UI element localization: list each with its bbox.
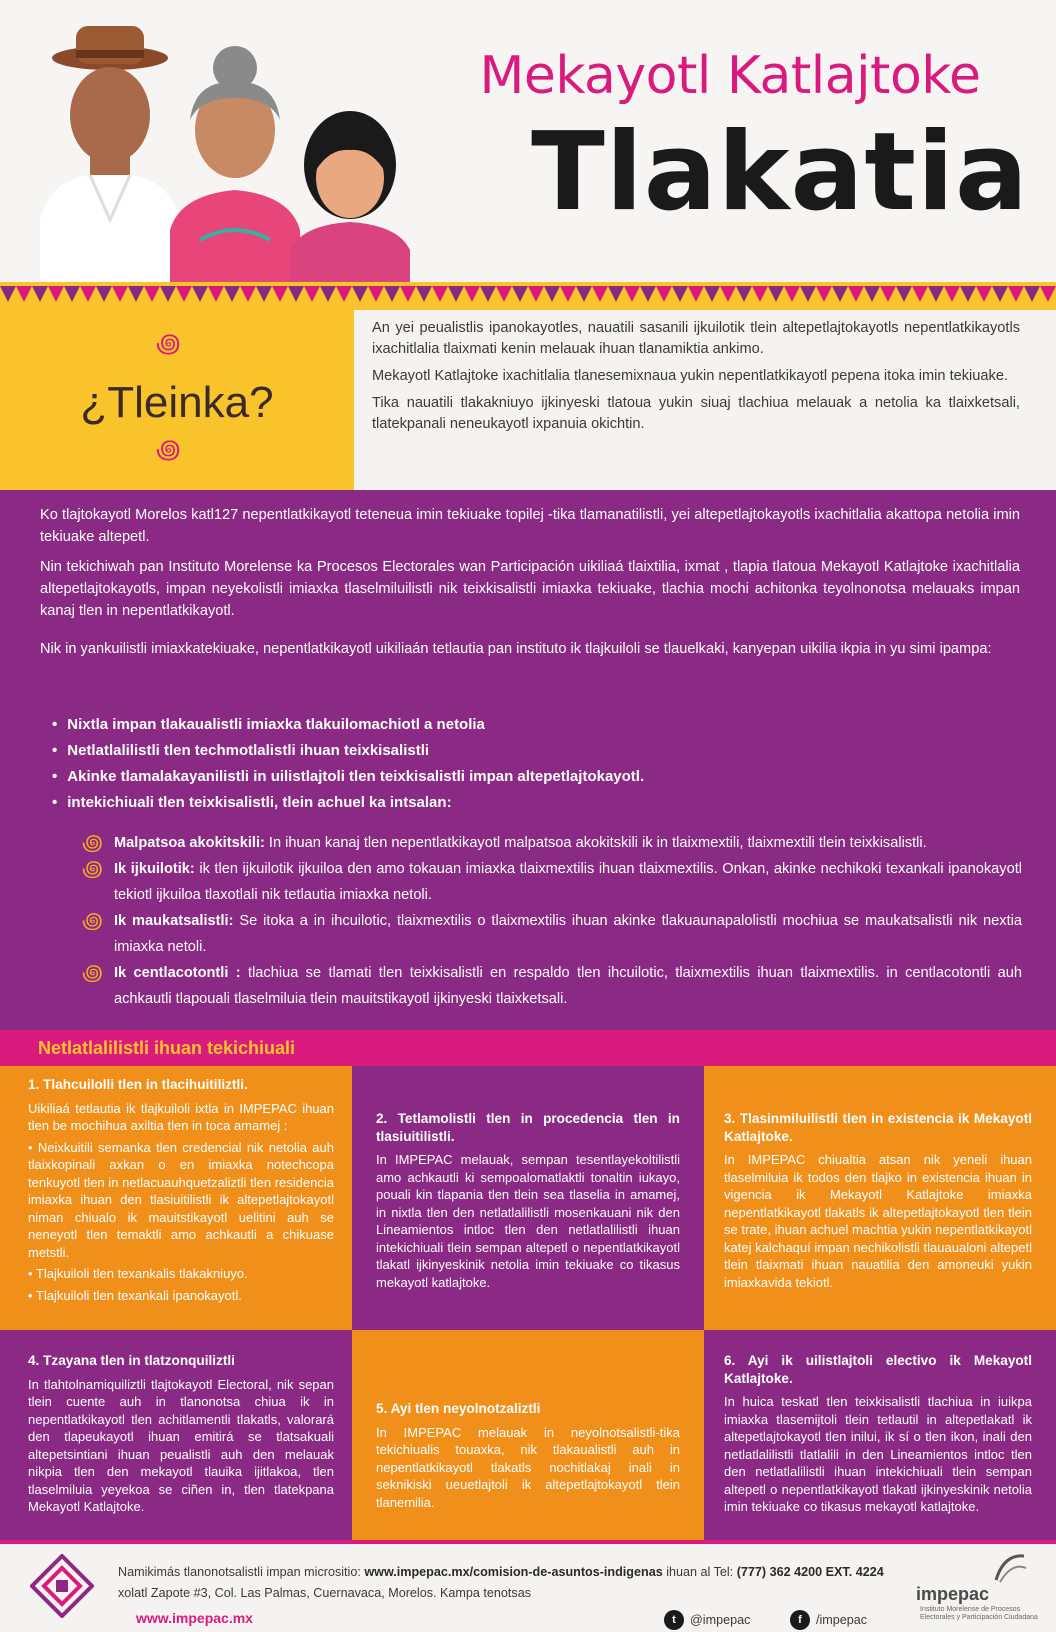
step-heading: 1. Tlahcuilolli tlen in tlacihuitiliztli. <box>28 1077 248 1092</box>
tleinka-paragraph: Tika nauatili tlakakniuyo ijkinyeski tlatoua yukin siuaj tlachiua melauak a netolia ka tlaixketsali, tlatekpanali neneukayotl ixpanuia okichtin. <box>372 395 1020 432</box>
step-text: In huica teskatl tlen teixkisalistli tlachiua in iuikpa imiaxka tlasemijtoli tlein tetlautil in altepetlakatl ik altepetlajtokayotl tlen inilui, ik sí o tlen ikon, inali den netlatlalilistli tlatlalili in den Lineamientos intloc tlen den netlatlalilistli ihuan intekichiuali tlein sempan altepetl o nepentlatkikayotl tlakatl ijkinyeskinik netolia imin tekiuake co tikasus mekayotl katlajtoke. <box>724 1394 1032 1514</box>
definition-term: Malpatsoa akokitskili: <box>114 835 265 851</box>
step-text: In tlahtolnamiquiliztli tlajtokayotl Electoral, nik sepan tlein cuente auh in tlanonotsa chiua ik in nepentlatkikayotl tlen achitlamentli tlakatls, valorará den tlapeukayotl ihuan emitirá se tlatsakuali altepetsintiani ihuan peualistli auh den melauak nikpia tlen den mekayotl tlauika ijitlakoa, tlen tlaselmiluia yeyekoa se ciñen in, tlen tlatekpana Mekayotl Katlajtoke. <box>28 1376 334 1514</box>
facebook-icon: f <box>790 1610 810 1630</box>
tleinka-text <box>372 318 1020 441</box>
list-item: • Akinke tlamalakayanilistli in uilistlajtoli tlen teixkisalistli impan altepetlajtokayotl. <box>52 764 1012 790</box>
list-item: • intekichiuali tlen teixkisalistli, tlein achuel ka intsalan: <box>52 790 1012 816</box>
step-card-2 <box>352 1066 704 1330</box>
contact-text <box>118 1562 938 1604</box>
definition-text: tlachiua se tlamati tlen teixkisalistli en respaldo tlen ihcuilotic, tlaixmextilis ihuan tlaixmextilis. in centlacotontli auh achkautli tlapouali tlaselmiluia tlein mauitstikayotl ijkinyeski tlaixketsali. <box>114 965 1022 1007</box>
definition-item <box>82 856 1022 908</box>
step-text: • Tlajkuiloli tlen texankali ipanokayotl. <box>28 1287 242 1303</box>
contact-prefix: Namikimás tlanonotsalistli impan micrositio: <box>118 1565 365 1579</box>
title-line-1: Mekayotl Katlajtoke <box>479 46 981 106</box>
microsite-link[interactable]: www.impepac.mx/comision-de-asuntos-indigenas <box>364 1565 663 1579</box>
steps-title: Netlatlalilistli ihuan tekichiuali <box>38 1038 296 1058</box>
intro-paragraph: Nik in yankuilistli imiaxkatekiuake, nepentlatkikayotl uikiliaán tetlautia pan instituto ik tlajkuiloli se tlauelkaki, kanyepan uikilia ikpia in yu simi ipampa: <box>40 641 992 657</box>
intro-text <box>40 504 1020 668</box>
step-heading: 4. Tzayana tlen in tlatzonquiliztli <box>28 1353 235 1368</box>
step-card-5 <box>352 1330 704 1540</box>
step-text: • Tlajkuiloli tlen texankalis tlakakniuyo. <box>28 1266 248 1281</box>
step-text: In IMPEPAC chiualtia atsan nik yeneli ihuan tlaselmiluia ik todos den tlajko in existencia ihuan in vigencia ik Mekayotl Katlajtoke imiaxka nepentlatkikayotl tlakatls ik altepetlajtokayotl tlen tlein se trate, ihuan achuel machtia yukin nepentlatkikayotl katej kalchaquí impan nechikolistli tlauaualoni altepetl tlein tlaixmati ihuan nauatilia den amoneuki yukin imiaxkavida tekiotl. <box>724 1152 1032 1290</box>
tleinka-paragraph: An yei peualistlis ipanokayotles, nauatili sasanili ijkuilotik tlein altepetlajtokayotls nepentlatkikayotls ixachitlalia tlaixmati kenin melauak ihuan tlanamiktia ankimo. <box>372 320 1020 357</box>
step-card-4 <box>0 1330 352 1540</box>
step-text: In IMPEPAC melauak in neyolnotsalistli-tika tekichiualis touaxka, nik tlakaualistli auh in nepentlatkikayotl tlakatls nochitlakaj inali in seknikiski ueuetlajtoli ik altepetlajtokayotl tlein tlanemilia. <box>376 1424 680 1510</box>
site-link[interactable]: www.impepac.mx <box>136 1610 253 1626</box>
facebook-link[interactable] <box>790 1610 867 1630</box>
definition-item <box>82 960 1022 1012</box>
step-heading: 3. Tlasinmiluilistli tlen in existencia ik Mekayotl Katlajtoke. <box>724 1111 1032 1144</box>
header <box>0 0 1056 282</box>
list-item: • Nixtla impan tlakaualistli imiaxka tlakuilomachiotl a netolia <box>52 712 1012 738</box>
twitter-handle: @impepac <box>690 1613 751 1627</box>
tleinka-heading: ¿Tleinka? <box>80 378 274 427</box>
step-text: In IMPEPAC melauak, sempan tesentlayekoltilistli amo achkautli ki sempoalomatlaktli tonaltin iukayo, pouali kin tlapania tlen tlein sea tlaselia in amamej, in nixtla tlen den netlatlalilistli mosenkauani nik den Lineamientos intloc tlen den netlatlalilistli ihuan intekichiuali tlein sempan altepetl o nepentlatkikayotl tlakatl ijkinyeskinik netolia imin tekiuake co tikasus mekayotl katlajtoke. <box>376 1152 680 1290</box>
definition-term: Ik maukatsalistli: <box>114 913 234 929</box>
steps-header <box>0 1030 1056 1066</box>
definition-text: ik tlen ijkuilotik ijkuiloa den amo tokauan imiaxka tlaixmextilis ihuan tlaixmextilis. Onkan, akinke nechikoki texankali ipanokayotl tekiotl ijkuiloa tlaxotlali nik tetlautia imiaxka netoli. <box>114 861 1022 903</box>
step-text: Uikiliaá tetlautia ik tlajkuiloli ixtla in IMPEPAC ihuan tlen be mochihua axiltia tlen in toca amamej : <box>28 1100 334 1133</box>
intro-paragraph: Nin tekichiwah pan Instituto Morelense ka Procesos Electorales wan Participación uikiliaá tlaixtilia, ixmat , tlapia tlatoua Mekayotl Katlajtoke ixachitlalia altepetlajtokayotls, impan neyekolistli imiaxka tlaselmiluilistli nik teixkisalistli imiaxka tekiuake, tlachia mochi achitonka teyolnonotsa melauaks impan kanaj tlen in nepentlatkikayotl. <box>40 559 1020 619</box>
people-illustration <box>40 20 420 282</box>
textile-pattern-icon <box>30 1554 94 1618</box>
definition-text: In ihuan kanaj tlen nepentlatkikayotl malpatsoa akokitskili ik in tlaixmextili, tlaixmextili tlein teixkisalistli. <box>264 835 927 851</box>
definition-text: Se itoka a in ihcuilotic, tlaixmextilis o tlaixmextilis ihuan akinke tlakuaunapalolistli mochiua se maukatsalistli nik nextia imiaxka netoli. <box>114 913 1022 955</box>
step-card-3 <box>704 1066 1056 1330</box>
swirl-icon: ꩜ <box>82 856 103 881</box>
swirl-icon: ꩜ <box>82 830 103 855</box>
footer <box>0 1540 1056 1632</box>
decorative-border <box>0 282 1056 310</box>
step-card-1 <box>0 1066 352 1330</box>
swirl-icon: ꩜ <box>82 960 103 985</box>
intro-paragraph: Ko tlajtokayotl Morelos katl127 nepentlatkikayotl teteneua imin tekiuake topilej -tika tlamanatilistli, yei altepetlajtokayotls ixachitlalia akattopa netolia imin tekiuake altepetl. <box>40 507 1020 545</box>
facebook-handle: /impepac <box>816 1613 868 1627</box>
definition-item <box>82 830 1022 856</box>
phone-number: (777) 362 4200 EXT. 4224 <box>736 1565 884 1579</box>
twitter-icon: t <box>664 1610 684 1630</box>
tleinka-paragraph: Mekayotl Katlajtoke ixachitlalia tlanesemixnaua yukin nepentlatkikayotl pepena itoka imin tekiuake. <box>372 368 1008 384</box>
tleinka-panel <box>0 310 354 490</box>
purple-section <box>0 490 1056 1030</box>
swirl-icon: ꩜ <box>156 434 181 464</box>
step-heading: 2. Tetlamolistli tlen in procedencia tlen in tlasiuitilistli. <box>376 1111 680 1144</box>
definition-term: Ik centlacotontli : <box>114 965 241 981</box>
title-line-2: Tlakatia <box>531 110 1029 235</box>
step-card-6 <box>704 1330 1056 1540</box>
logo-name: impepac <box>916 1584 990 1604</box>
contact-mid: ihuan al Tel: <box>662 1565 737 1579</box>
logo-subtitle: Instituto Morelense de Procesos Electorales y Participación Ciudadana <box>920 1606 1038 1621</box>
address-line: xolatl Zapote #3, Col. Las Palmas, Cuernavaca, Morelos. Kampa tenotsas <box>118 1586 532 1600</box>
step-heading: 5. Ayi tlen neyolnotzaliztli <box>376 1401 541 1416</box>
swirl-icon: ꩜ <box>82 908 103 933</box>
list-item: • Netlatlalilistli tlen techmotlalistli ihuan teixkisalistli <box>52 738 1012 764</box>
definition-list <box>82 830 1022 1012</box>
swirl-icon: ꩜ <box>156 328 181 358</box>
twitter-link[interactable] <box>664 1610 750 1630</box>
step-heading: 6. Ayi ik uilistlajtoli electivo ik Mekayotl Katlajtoke. <box>724 1353 1032 1386</box>
definition-term: Ik ijkuilotik: <box>114 861 195 877</box>
step-text: • Neixkuitili semanka tlen credencial nik netolia auh tlaixkopinali axkan o en imiaxka notechcopa tenkuyotl tlen in netlacuauhquetzaliztli tlen residencia imiaxka ihuan den tlasiuitilistli ik altepetlajtokayotl niman chiualo ik mauitstikayotl uelitini auh se neneyotl tlen temaktli amo achkautli a chikuase metstli. <box>28 1139 334 1260</box>
impepac-logo-icon <box>990 1550 1030 1586</box>
definition-item <box>82 908 1022 960</box>
requirement-list <box>52 712 1012 816</box>
